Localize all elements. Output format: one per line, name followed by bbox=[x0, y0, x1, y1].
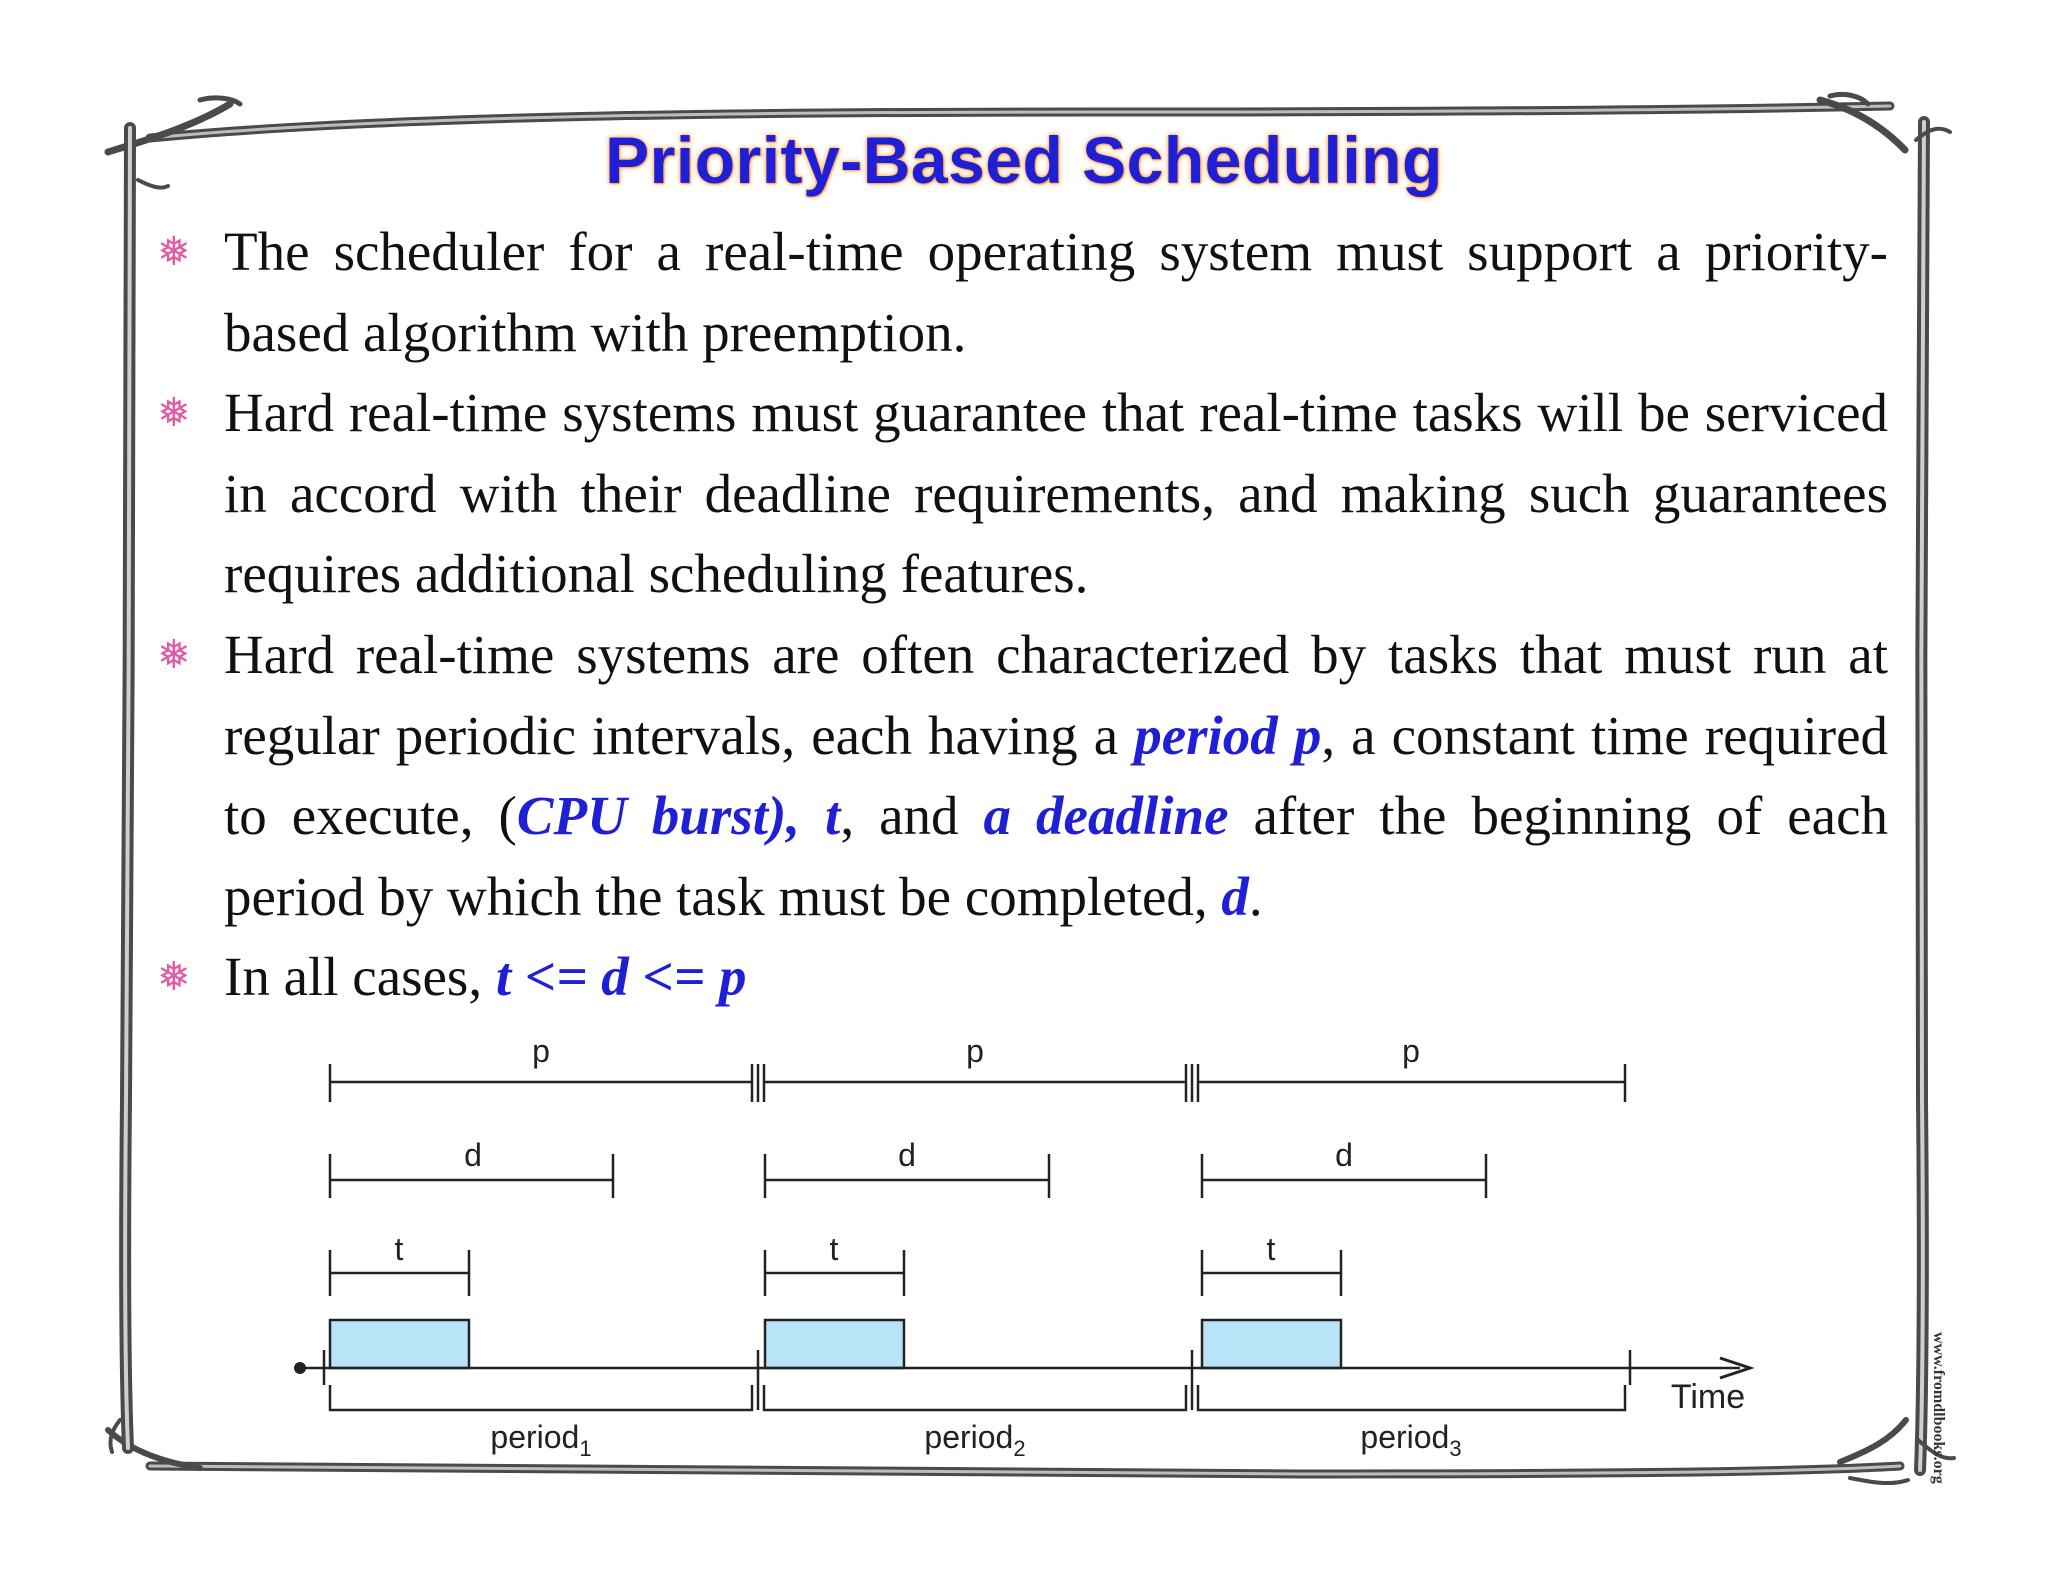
snowflake-bullet-icon: ❅ bbox=[157, 390, 191, 437]
period-name: period bbox=[924, 1419, 1014, 1455]
slide-title: Priority-Based Scheduling bbox=[605, 123, 1443, 197]
bullet-text: The scheduler for a real-time operating system must support a priority-based algorithm with preemption. bbox=[224, 221, 1888, 363]
period-subscript: 3 bbox=[1449, 1436, 1462, 1461]
period-label: p bbox=[1402, 1033, 1420, 1069]
bullet-text: Hard real-time systems are often characterized by tasks that must run at regular periodic intervals, each having a bbox=[224, 623, 1888, 766]
bullet-text: after the beginning of each period by which the task must be completed, bbox=[224, 785, 1888, 927]
keyword-cpu-burst: CPU burst), t bbox=[516, 785, 841, 847]
snowflake-bullet-icon: ❅ bbox=[157, 954, 191, 1001]
bullet-item bbox=[157, 615, 1888, 937]
snowflake-bullet-icon: ❅ bbox=[157, 229, 191, 275]
period-label: p bbox=[966, 1033, 984, 1069]
bullet-text: , a constant time required to execute, ( bbox=[224, 704, 1888, 847]
period-name-2 bbox=[924, 1419, 1025, 1461]
period-subscript: 1 bbox=[579, 1436, 592, 1461]
deadline-label: d bbox=[898, 1137, 916, 1173]
cpu-burst-block-3 bbox=[1202, 1320, 1341, 1368]
burst-label: t bbox=[394, 1231, 404, 1267]
period-name: period bbox=[490, 1419, 580, 1455]
period-name: period bbox=[1360, 1419, 1450, 1455]
period-name-3 bbox=[1360, 1419, 1461, 1461]
bullet-item bbox=[157, 937, 1888, 1018]
period-brackets bbox=[330, 1385, 1625, 1410]
bullet-item bbox=[157, 373, 1888, 615]
deadline-label: d bbox=[464, 1137, 482, 1173]
keyword-deadline: a deadline bbox=[983, 785, 1229, 847]
period-name-1 bbox=[490, 1419, 591, 1461]
time-axis-label: Time bbox=[1670, 1378, 1746, 1416]
keyword-period: period p bbox=[1134, 704, 1322, 766]
bullet-item bbox=[157, 212, 1888, 373]
periodic-task-diagram bbox=[280, 1020, 1780, 1500]
bullet-text: In all cases, bbox=[224, 946, 496, 1008]
watermark bbox=[1920, 1330, 1960, 1490]
inequality-expression: t <= d <= p bbox=[495, 946, 747, 1008]
burst-label: t bbox=[1266, 1231, 1276, 1267]
watermark-text: www.fromdlbooks.org bbox=[1930, 1332, 1947, 1484]
period-subscript: 2 bbox=[1013, 1436, 1026, 1461]
cpu-burst-block-1 bbox=[330, 1320, 469, 1368]
bullet-text: Hard real-time systems must guarantee that real-time tasks will be serviced in accord with their deadline requirements, and making such guarantees requires additional scheduling features. bbox=[224, 382, 1888, 605]
bullet-text: , and bbox=[840, 785, 984, 847]
keyword-d: d bbox=[1221, 865, 1249, 927]
period-intervals bbox=[330, 1064, 1625, 1102]
bullet-text: . bbox=[1248, 865, 1263, 927]
snowflake-bullet-icon: ❅ bbox=[157, 631, 191, 678]
period-label: p bbox=[532, 1033, 550, 1069]
burst-label: t bbox=[829, 1231, 839, 1267]
cpu-burst-block-2 bbox=[765, 1320, 904, 1368]
bullet-list bbox=[157, 212, 1888, 1018]
deadline-label: d bbox=[1335, 1137, 1353, 1173]
